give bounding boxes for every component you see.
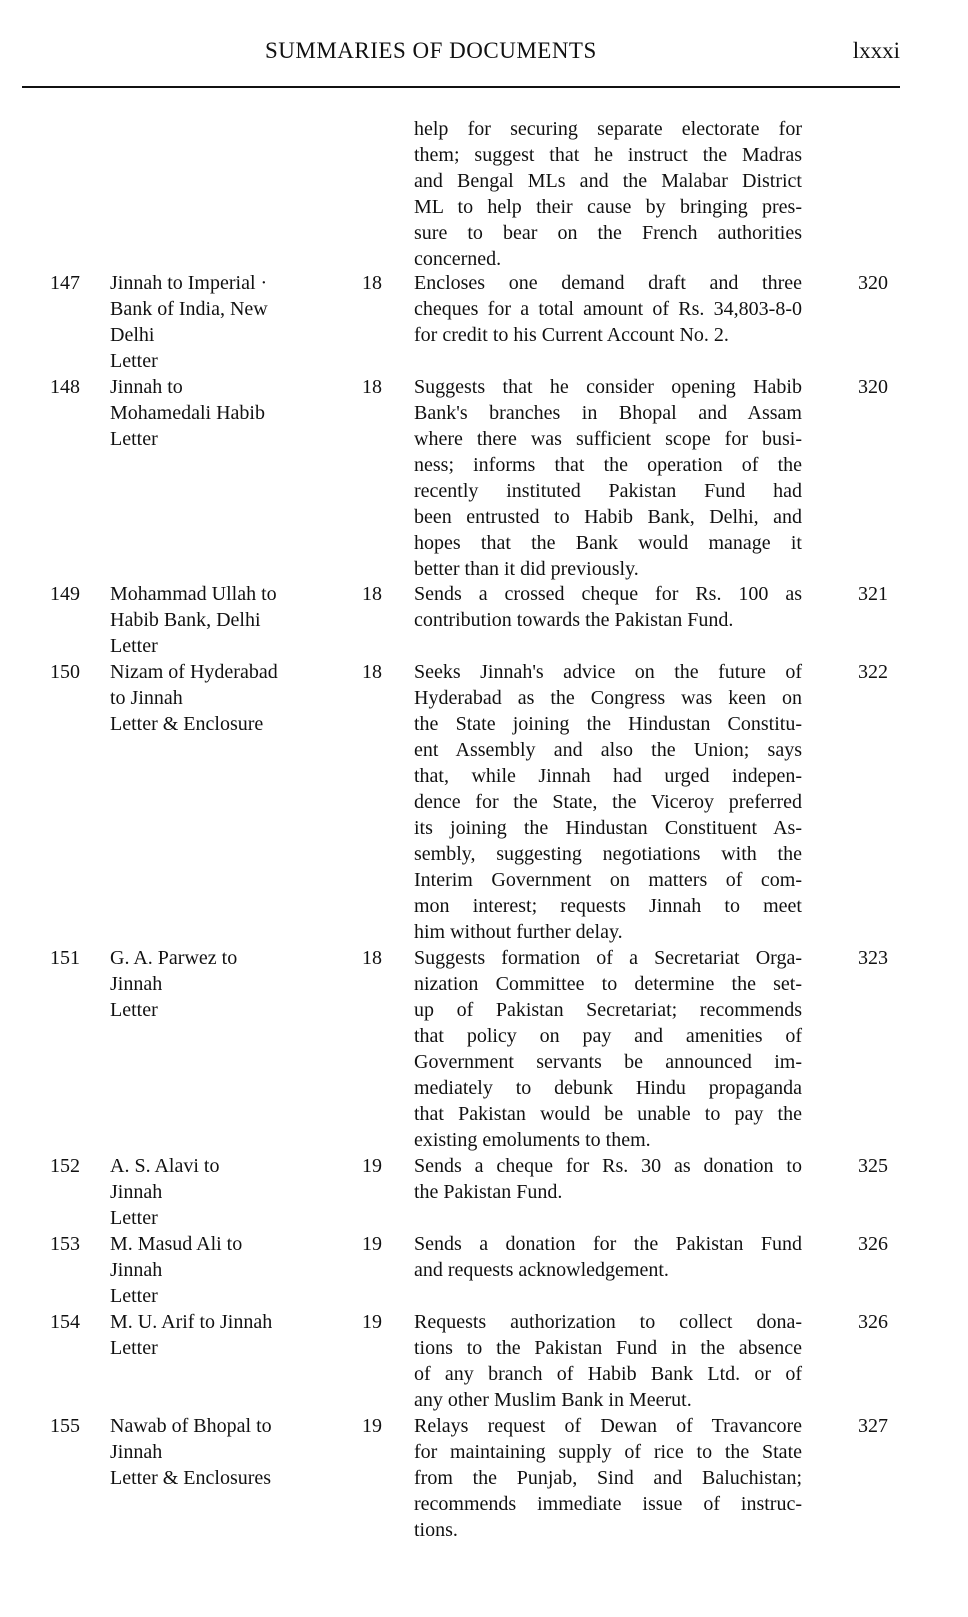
entry-date: 19 — [362, 1311, 382, 1333]
entry-summary — [414, 1153, 802, 1205]
summary-line: for maintaining supply of rice to the State — [414, 1441, 802, 1463]
entry-date: 18 — [362, 661, 382, 683]
entry-correspondents — [110, 1231, 340, 1309]
entry-number: 150 — [50, 661, 80, 683]
entry-summary — [414, 581, 802, 633]
entry-correspondents — [110, 1309, 340, 1361]
summary-line: Hyderabad as the Congress was keen on — [414, 687, 802, 709]
summary-line: ML to help their cause by bringing pres- — [414, 196, 802, 218]
summary-line: Sends a donation for the Pakistan Fund — [414, 1233, 802, 1255]
correspondent-line: Letter — [110, 1207, 158, 1229]
entry-correspondents — [110, 374, 340, 452]
summary-line: dence for the State, the Viceroy preferred — [414, 791, 802, 813]
summary-line: help for securing separate electorate for — [414, 118, 802, 140]
summary-line: where there was sufficient scope for busi- — [414, 428, 802, 450]
entry-summary — [414, 374, 802, 582]
summary-line: the Pakistan Fund. — [414, 1181, 563, 1203]
entry-summary — [414, 1309, 802, 1413]
entry-number: 148 — [50, 376, 80, 398]
summary-line: contribution towards the Pakistan Fund. — [414, 609, 734, 631]
summary-line: Sends a crossed cheque for Rs. 100 as — [414, 583, 802, 605]
summary-line: of any branch of Habib Bank Ltd. or of — [414, 1363, 802, 1385]
entry-number: 154 — [50, 1311, 80, 1333]
summary-line: up of Pakistan Secretariat; recommends — [414, 999, 802, 1021]
summary-line: tions. — [414, 1519, 458, 1541]
summary-line: cheques for a total amount of Rs. 34,803-8-0 — [414, 298, 802, 320]
entry-page: 320 — [858, 272, 888, 294]
entry-page: 322 — [858, 661, 888, 683]
correspondent-line: Mohammad Ullah to — [110, 583, 277, 605]
entry-date: 19 — [362, 1155, 382, 1177]
summary-line: sembly, suggesting negotiations with the — [414, 843, 802, 865]
correspondent-line: Delhi — [110, 324, 155, 346]
entry-summary — [414, 270, 802, 348]
correspondent-line: Nizam of Hyderabad — [110, 661, 278, 683]
entry-date: 18 — [362, 376, 382, 398]
entry-correspondents — [110, 1153, 340, 1231]
correspondent-line: Letter — [110, 999, 158, 1021]
summary-line: sure to bear on the French authorities — [414, 222, 802, 244]
correspondent-line: Letter — [110, 1285, 158, 1307]
page-header — [0, 38, 968, 78]
summary-line: the State joining the Hindustan Constitu- — [414, 713, 802, 735]
summary-line: been entrusted to Habib Bank, Delhi, and — [414, 506, 802, 528]
summary-line: any other Muslim Bank in Meerut. — [414, 1389, 692, 1411]
summary-line: Interim Government on matters of com- — [414, 869, 802, 891]
summary-line: tions to the Pakistan Fund in the absence — [414, 1337, 802, 1359]
summary-line: Bank's branches in Bhopal and Assam — [414, 402, 802, 424]
summary-line: for credit to his Current Account No. 2. — [414, 324, 729, 346]
entry-date: 18 — [362, 947, 382, 969]
running-title: SUMMARIES OF DOCUMENTS — [265, 38, 597, 63]
header-rule — [22, 86, 900, 88]
correspondent-line: Letter — [110, 350, 158, 372]
entry-page: 326 — [858, 1311, 888, 1333]
correspondent-line: Letter — [110, 635, 158, 657]
summary-line: and requests acknowledgement. — [414, 1259, 669, 1281]
summary-line: recommends immediate issue of instruc- — [414, 1493, 802, 1515]
entry-number: 153 — [50, 1233, 80, 1255]
entry-summary — [414, 945, 802, 1153]
entry-number: 151 — [50, 947, 80, 969]
entry-date: 18 — [362, 583, 382, 605]
summary-line: Relays request of Dewan of Travancore — [414, 1415, 802, 1437]
summary-line: existing emoluments to them. — [414, 1129, 651, 1151]
summary-line: from the Punjab, Sind and Baluchistan; — [414, 1467, 802, 1489]
correspondent-line: Letter & Enclosure — [110, 713, 264, 735]
summary-line: ness; informs that the operation of the — [414, 454, 802, 476]
summary-line: ent Assembly and also the Union; says — [414, 739, 802, 761]
page-number: lxxxi — [852, 38, 900, 63]
entry-page: 323 — [858, 947, 888, 969]
entry-number: 147 — [50, 272, 80, 294]
summary-line: nization Committee to determine the set- — [414, 973, 802, 995]
summary-line: Suggests formation of a Secretariat Orga- — [414, 947, 802, 969]
correspondent-line: M. Masud Ali to — [110, 1233, 243, 1255]
summary-line: its joining the Hindustan Constituent As- — [414, 817, 802, 839]
correspondent-line: Letter — [110, 428, 158, 450]
summary-line: him without further delay. — [414, 921, 623, 943]
entry-date: 19 — [362, 1233, 382, 1255]
summary-line: mon interest; requests Jinnah to meet — [414, 895, 802, 917]
entry-correspondents — [110, 945, 340, 1023]
entry-date: 18 — [362, 272, 382, 294]
correspondent-line: G. A. Parwez to — [110, 947, 238, 969]
summary-line: them; suggest that he instruct the Madras — [414, 144, 802, 166]
correspondent-line: A. S. Alavi to — [110, 1155, 220, 1177]
entry-page: 325 — [858, 1155, 888, 1177]
entry-number: 149 — [50, 583, 80, 605]
entry-correspondents — [110, 270, 340, 374]
correspondent-line: Jinnah — [110, 973, 163, 995]
correspondent-line: Jinnah to — [110, 376, 183, 398]
entry-page: 326 — [858, 1233, 888, 1255]
summary-line: that policy on pay and amenities of — [414, 1025, 802, 1047]
entry-page: 321 — [858, 583, 888, 605]
correspondent-line: Jinnah to Imperial · — [110, 272, 268, 294]
summary-line: better than it did previously. — [414, 558, 639, 580]
entry-number: 152 — [50, 1155, 80, 1177]
summary-line: Sends a cheque for Rs. 30 as donation to — [414, 1155, 802, 1177]
correspondent-line: Jinnah — [110, 1441, 163, 1463]
correspondent-line: M. U. Arif to Jinnah — [110, 1311, 273, 1333]
entry-date: 19 — [362, 1415, 382, 1437]
correspondent-line: Jinnah — [110, 1259, 163, 1281]
entry-correspondents — [110, 1413, 340, 1491]
entry-summary — [414, 116, 802, 272]
summary-line: recently instituted Pakistan Fund had — [414, 480, 802, 502]
entry-number: 155 — [50, 1415, 80, 1437]
correspondent-line: Jinnah — [110, 1181, 163, 1203]
entry-summary — [414, 1231, 802, 1283]
summary-line: mediately to debunk Hindu propaganda — [414, 1077, 802, 1099]
summary-line: Requests authorization to collect dona- — [414, 1311, 802, 1333]
summary-line: Suggests that he consider opening Habib — [414, 376, 802, 398]
entry-summary — [414, 1413, 802, 1543]
entry-correspondents — [110, 581, 340, 659]
correspondent-line: Letter — [110, 1337, 158, 1359]
correspondent-line: to Jinnah — [110, 687, 183, 709]
entry-correspondents — [110, 659, 340, 737]
summary-line: concerned. — [414, 248, 502, 270]
entry-page: 327 — [858, 1415, 888, 1437]
summary-line: hopes that the Bank would manage it — [414, 532, 802, 554]
correspondent-line: Nawab of Bhopal to — [110, 1415, 272, 1437]
summary-line: Seeks Jinnah's advice on the future of — [414, 661, 802, 683]
correspondent-line: Letter & Enclosures — [110, 1467, 272, 1489]
correspondent-line: Bank of India, New — [110, 298, 268, 320]
summary-line: and Bengal MLs and the Malabar District — [414, 170, 802, 192]
entry-summary — [414, 659, 802, 945]
correspondent-line: Mohamedali Habib — [110, 402, 265, 424]
summary-line: that Pakistan would be unable to pay the — [414, 1103, 802, 1125]
entry-page: 320 — [858, 376, 888, 398]
summary-line: Encloses one demand draft and three — [414, 272, 802, 294]
summary-line: Government servants be announced im- — [414, 1051, 802, 1073]
summary-line: that, while Jinnah had urged indepen- — [414, 765, 802, 787]
correspondent-line: Habib Bank, Delhi — [110, 609, 261, 631]
